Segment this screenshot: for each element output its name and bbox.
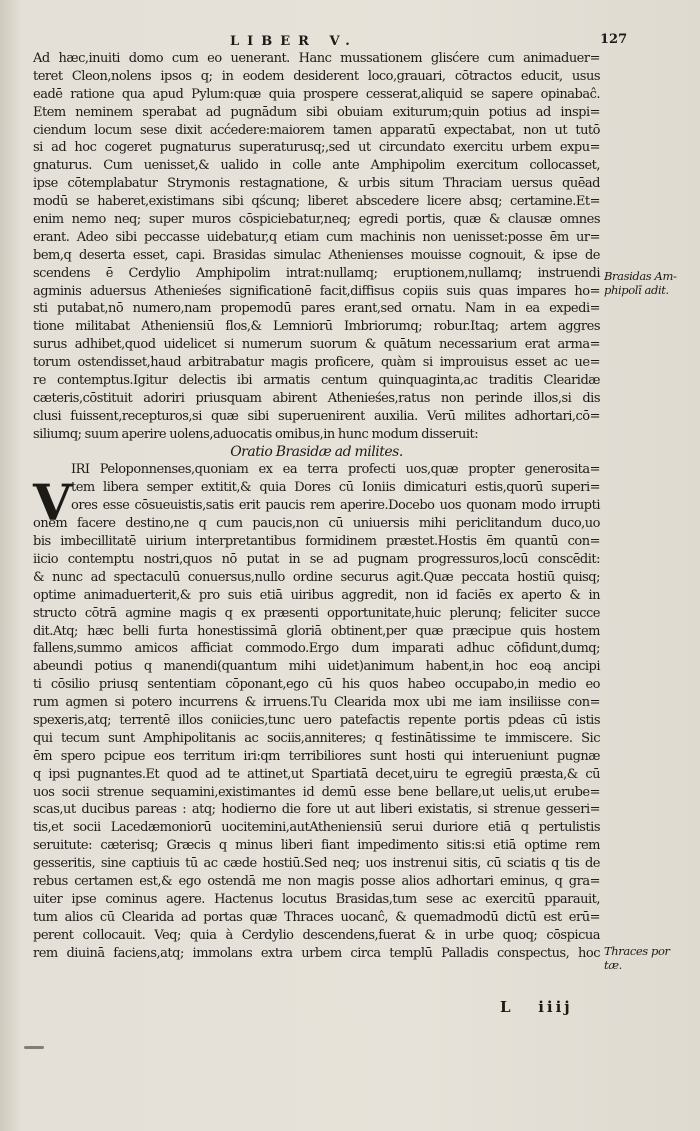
text-line: eadē ratione qua apud Pylum:quæ quia prospere cesserat,aliquid se sapere opinabaĉ.	[33, 86, 600, 102]
text-line: qui tecum sunt Amphipolitanis ac sociis,anniteres; q festinātissime te immiscere. Sic	[33, 730, 600, 746]
text-line: fallens,summo amicos afficiat commodo.Ergo dum imparati adhuc cōfidunt,dumq;	[33, 641, 600, 657]
text-line: q ipsi pugnantes.Et quod ad te attinet,ut Spartiatā decet,uiru te egregiū præsta,& cū	[33, 766, 600, 782]
text-line: abeundi potius q manendi(quantum mihi uidet)animum habent,in hoc eoą ancipi	[33, 659, 600, 675]
text-line: siliumq; suum aperire uolens,aduocatis omibus,in hunc modum disseruit:	[33, 426, 479, 442]
text-line: rem diuinā faciens,atq; immolans extra urbem circa templū Palladis conspectus, hoc	[33, 945, 600, 961]
text-line: surus adhibet,quod uidelicet si numerum suorum & quātum necessarium erat arma=	[33, 337, 600, 353]
text-line: torum ostendisset,haud arbitrabatur magis proficere, quàm si improuisus esset ac ue=	[33, 355, 600, 371]
oration-paragraph	[33, 461, 600, 962]
text-line: re contemptus.Igitur delectis ibi armatis centum quinquaginta,ac traditis Clearidæ	[33, 373, 600, 389]
text-line: IRI Peloponnenses,quoniam ex ea terra profecti uos,quæ propter generosita=	[71, 462, 600, 478]
narrative-paragraph	[33, 50, 600, 444]
text-line: agminis aduersus Athenieśes significationē facit,diffisus copiis suis quas impares ho=	[33, 283, 600, 299]
text-line: bem,q deserta esset, capi. Brasidas simulac Athenienses mouisse cognouit, & ipse de	[33, 247, 600, 263]
text-line: dit.Atq; hæc belli furta honestissimā gloriā obtinent,per quæ præcipue quis hostem	[33, 623, 600, 639]
text-line: optime animaduerterit,& pro suis etiā uiribus aggredit, non id faciēs ex aperto & in	[33, 587, 600, 603]
text-line: enim nemo neq; super muros cōspiciebatur,neq; egredi portis, quæ & clausæ omnes	[33, 212, 600, 228]
oration-heading: Oratio Brasidæ ad milites.	[230, 443, 403, 460]
text-line: & nunc ad spectaculū conuersus,nullo ordine securus agit.Quæ peccata hostiū quisq;	[33, 569, 600, 585]
text-line: Ad hæc,inuiti domo cum eo uenerant. Hanc mussationem glisćere cum animaduer=	[33, 51, 600, 66]
text-line: si ad hoc cogeret pugnaturus superaturusq;,sed ut circundato exercitu urbem expu=	[33, 140, 600, 156]
text-line: spexeris,atq; terrentē illos coniicies,tunc uero patefactis repente portis pdeas cū istis	[33, 712, 600, 728]
text-line: gnaturus. Cum uenisset,& ualido in colle ante Amphipolim exercitum collocasset,	[33, 158, 600, 174]
text-line: onem facere destino,ne q cum paucis,non cū uniuersis mihi periclitandum duco,uo	[33, 516, 600, 532]
margin-note: Brasidas Am- phipolī adit.	[604, 269, 677, 297]
text-line: tione militabat Atheniensiū flos,& Lemniorū Imbriorumq; robur.Itaq; artem aggres	[33, 319, 600, 335]
drop-cap-initial: V	[33, 473, 72, 532]
text-line: bis imbecillitatē uirium interpretantibus formidinem præstet.Hostis ēm quantū con=	[33, 534, 600, 550]
text-line: Etem neminem sperabat ad pugnādum sibi obuiam exiturum;quin potius ad inspi=	[33, 104, 600, 120]
text-line: cæteris,cōstituit adoriri priusquam abirent Athenieśes,ratus non perinde illos,si dis	[33, 390, 600, 406]
text-line: scendens ē Cerdylio Amphipolim intrat:nullamq; eruptionem,nullamq; instruendi	[33, 265, 600, 281]
text-line: modū se haberet,existimans sibi qścunq; liberet abscedere licere absq; certamine.Et=	[33, 194, 600, 210]
text-line: seruitute: cæterisq; Græcis q minus liberi fiant impedimento sitis:si etiā optime rem	[33, 838, 600, 854]
text-line: perent collocauit. Veq; quia à Cerdylio descendens,fuerat & in urbe quoq; cōspicua	[33, 927, 600, 943]
page-number: 127	[600, 32, 628, 47]
margin-note: Thraces por tæ.	[604, 944, 670, 972]
text-line: tum alios cū Clearida ad portas quæ Thraces uocanĉ, & quemadmodū dictū est erū=	[33, 909, 600, 925]
text-line: tis,et socii Lacedæmoniorū uocitemini,autAtheniensiū serui duriore etiā q pertulistis	[33, 820, 600, 836]
ink-smudge	[24, 1046, 44, 1049]
text-line: sti putabat,nō numero,nam propemodū pares erant,sed ornatu. Nam in ea expedi=	[33, 301, 600, 317]
text-line: ēm spero pcipue eos territum iri:qm terribiliores sunt hosti qui interueniunt pugnæ	[33, 748, 600, 764]
text-line: ores esse cōsueuistis,satis erit paucis rem aperire.Docebo uos quonam modo irrupti	[71, 498, 600, 514]
text-line: uiter ipse cominus agere. Hactenus locutus Brasidas,tum sese ac exercitū pparauit,	[33, 891, 600, 907]
text-line: uos socii strenue sequamini,existimantes id demū esse bene bellare,ut uelis,ut erube=	[33, 784, 600, 800]
text-line: rebus certamen est,& ego ostendā me non magis posse alios adhortari eminus, q gra=	[33, 873, 600, 889]
text-line: rum agmen si potero incurrens & irruens.Tu Clearida mox ubi me iam insiliisse con=	[33, 695, 600, 711]
main-text-block	[33, 50, 600, 962]
running-title: LIBER V.	[230, 34, 358, 49]
text-line: gesseritis, sine captiuis tū ac cæde hostiū.Sed neq; uos instrenui sitis, cū sciatis q tis de	[33, 856, 600, 872]
text-line: ti cōsilio priusq sententiam cōponant,ego cū his quos habeo occupabo,in medio eo	[33, 677, 600, 693]
text-line: tem libera semper extitit,& quia Dores cū Ioniis dimicaturi estis,quorū superi=	[71, 480, 600, 496]
text-line: iicio contemptu nostri,quos nō putat in se ad pugnam progressuros,locū conscēdit:	[33, 551, 600, 567]
text-line: teret Cleon,nolens ipsos q; in eodem desiderent loco,grauari, cōtractos educit, usus	[33, 68, 600, 84]
text-line: erant. Adeo sibi peccasse uidebatur,q etiam cum machinis non uenisset:posse ēm ur=	[33, 229, 600, 245]
text-line: scas,ut ducibus pareas : atq; hodierno die fore ut aut liberi existatis, si strenue gesseri=	[33, 802, 600, 818]
text-line: ciendum locum sese dixit acćedere:maiorem tamen apparatū expectabat, non ut tutō	[33, 122, 600, 138]
text-line: clusi fuissent,recepturos,si quæ sibi superuenirent auxilia. Verū milites adhortari,cō=	[33, 408, 600, 424]
text-line: structo cōtrā agmine magis q ex præsenti opportunitate,huic plerunq; feliciter succe	[33, 605, 600, 621]
signature-mark: L iiij	[500, 998, 573, 1016]
text-line: ipse cōtemplabatur Strymonis restagnatione, & urbis situm Thraciam uersus quēad	[33, 176, 600, 192]
